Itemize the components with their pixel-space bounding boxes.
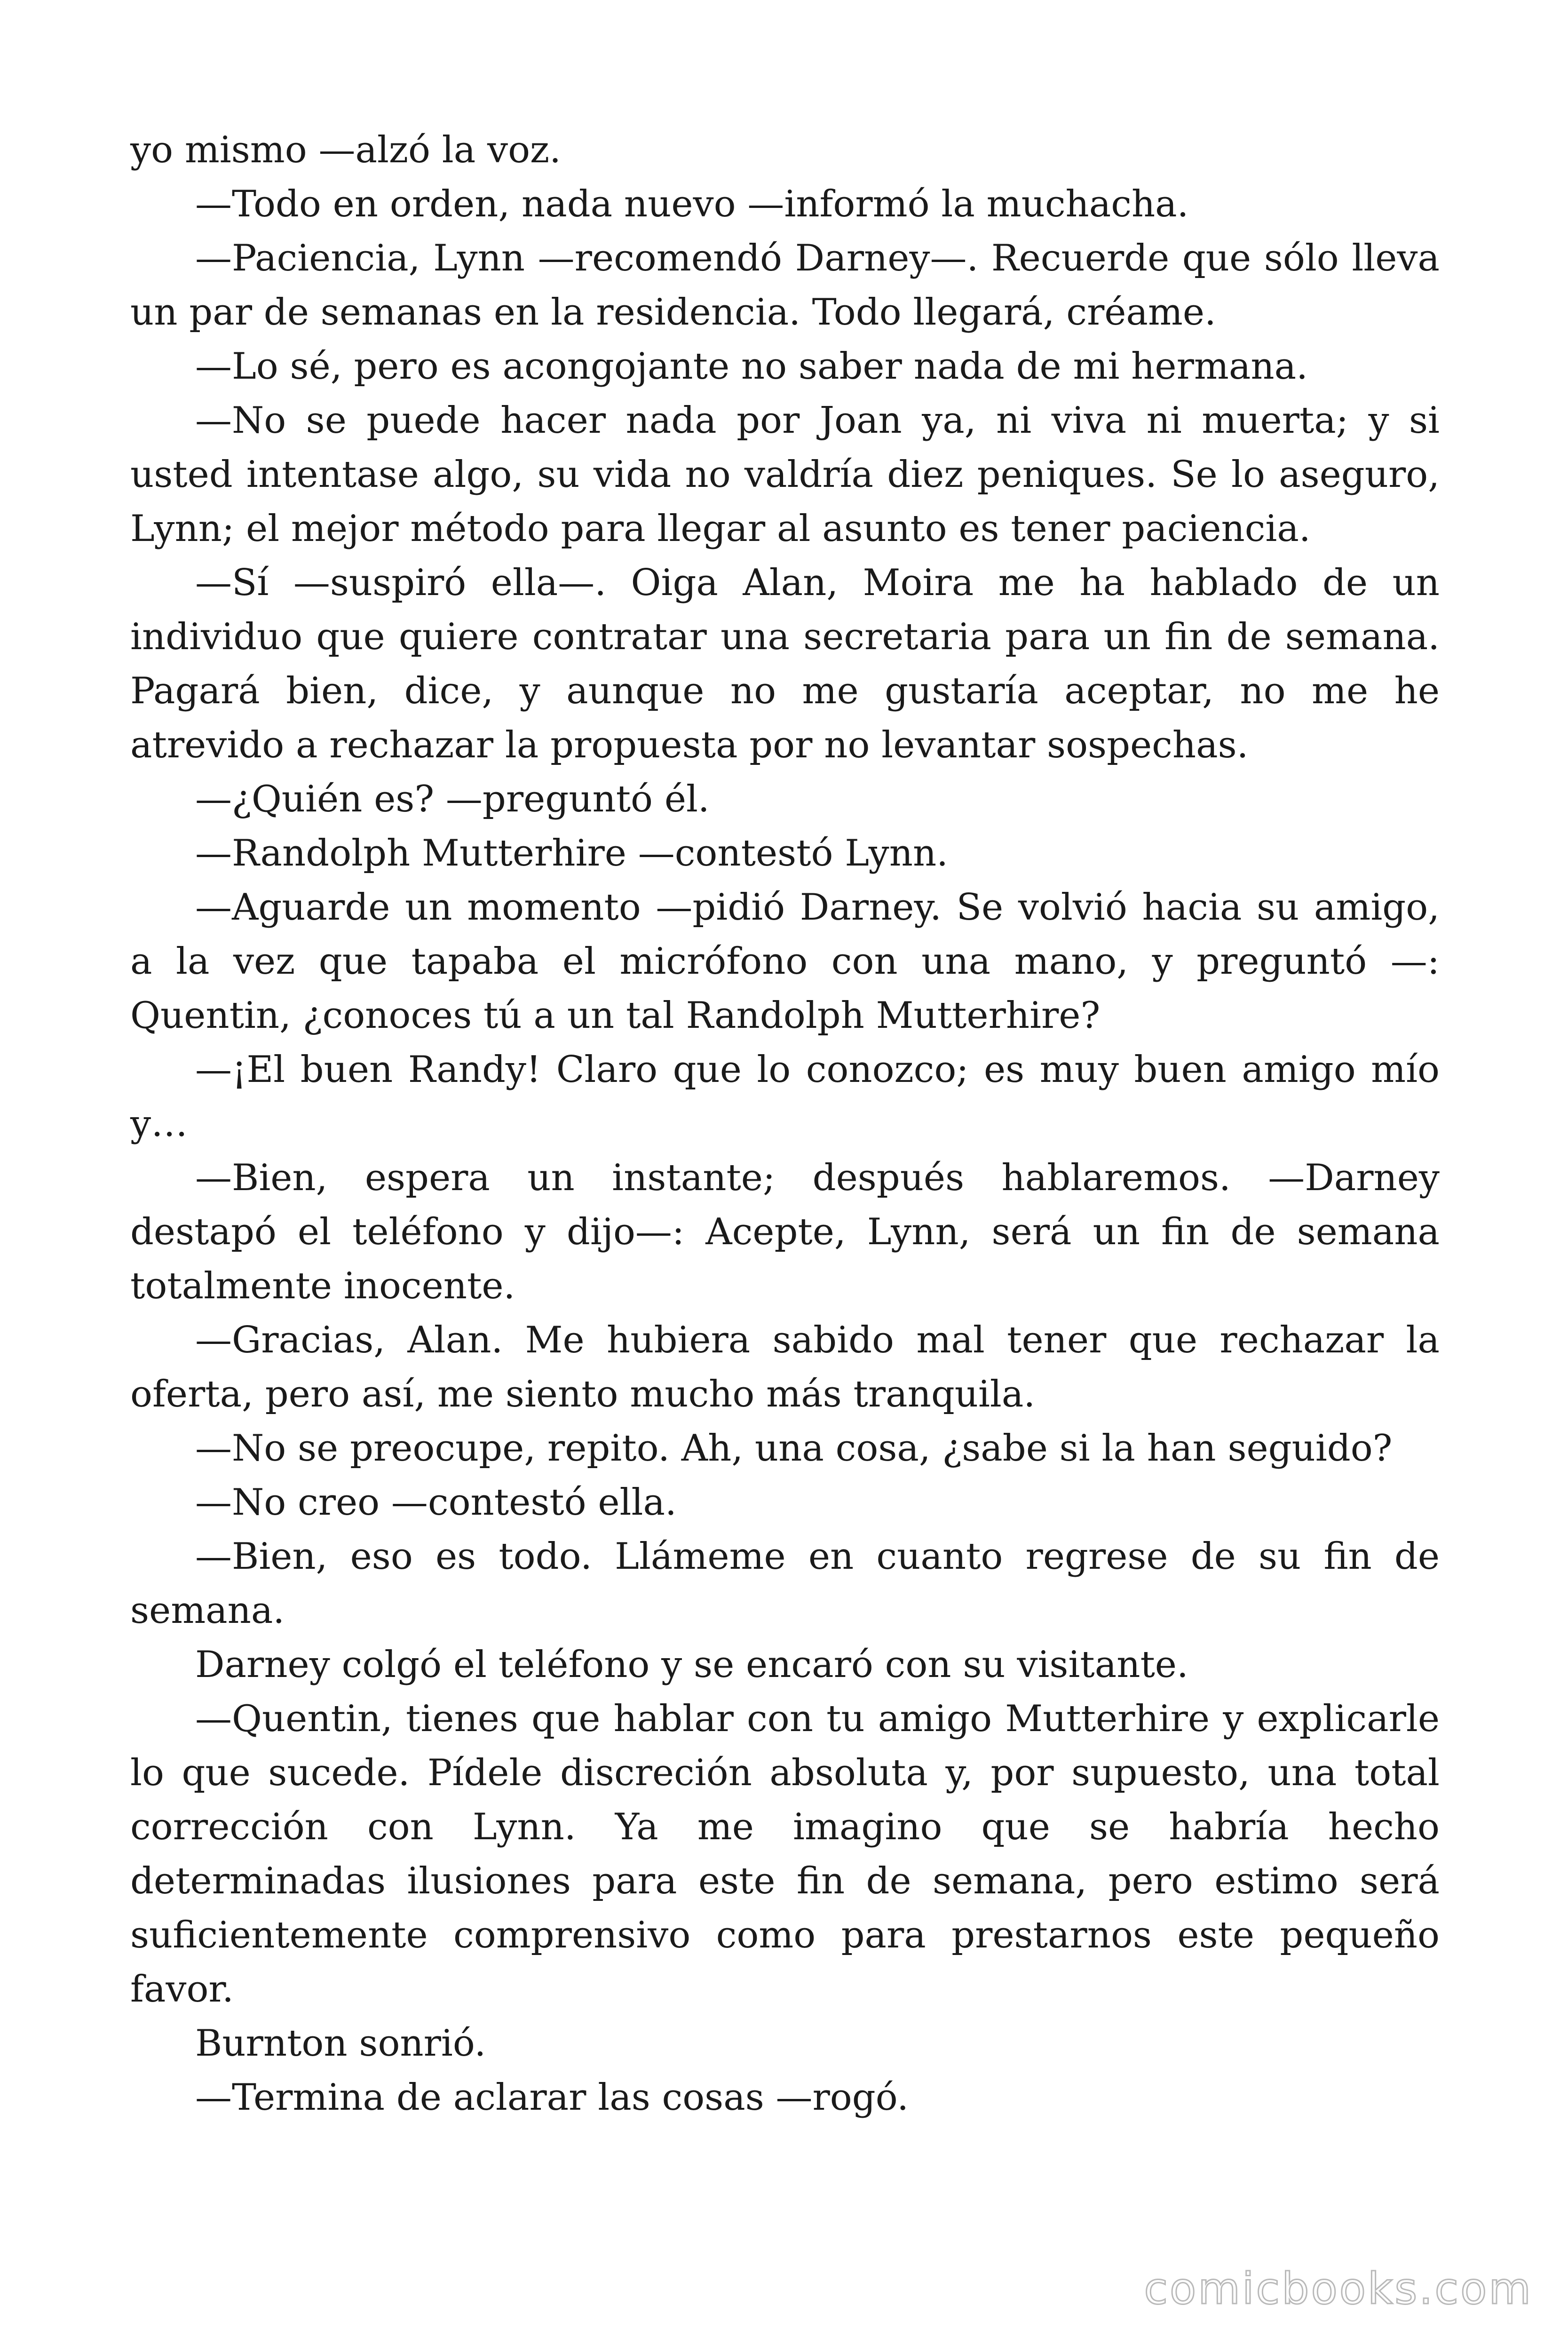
paragraph: —No creo —contestó ella. bbox=[195, 1481, 677, 1524]
paragraph: yo mismo —alzó la voz. bbox=[130, 129, 561, 171]
paragraph: —Todo en orden, nada nuevo —informó la muchacha. bbox=[195, 183, 1189, 225]
paragraph: —Sí —suspiró ella—. Oiga Alan, Moira me ha hablado de un individuo que quiere contratar una secretaria para un fin de semana. Pagará bien, dice, y aunque no me gustaría aceptar, no me he atrevido a rechazar la propuesta por no levantar sospechas. bbox=[130, 562, 1440, 766]
paragraph: —Termina de aclarar las cosas —rogó. bbox=[195, 2076, 909, 2119]
paragraph: —No se preocupe, repito. Ah, una cosa, ¿sabe si la han seguido? bbox=[195, 1427, 1393, 1470]
paragraph: —¿Quién es? —preguntó él. bbox=[195, 778, 710, 820]
paragraph: —Lo sé, pero es acongojante no saber nada de mi hermana. bbox=[195, 345, 1308, 388]
paragraph: —Quentin, tienes que hablar con tu amigo Mutterhire y explicarle lo que sucede. Pídele discreción absoluta y, por supuesto, una total corrección con Lynn. Ya me imagino que se habría hecho determinadas ilusiones para este fin de semana, pero estimo será suficientemente comprensivo como para prestarnos este pequeño favor. bbox=[130, 1698, 1440, 2010]
paragraph: —Randolph Mutterhire —contestó Lynn. bbox=[195, 832, 948, 874]
paragraph: —Aguarde un momento —pidió Darney. Se volvió hacia su amigo, a la vez que tapaba el micrófono con una mano, y preguntó —: Quentin, ¿conoces tú a un tal Randolph Mutterhire? bbox=[130, 886, 1440, 1037]
paragraph: —Bien, eso es todo. Llámeme en cuanto regrese de su fin de semana. bbox=[130, 1535, 1440, 1632]
paragraph: Burnton sonrió. bbox=[195, 2022, 486, 2065]
watermark: comicbooks.com bbox=[1144, 2264, 1533, 2314]
paragraph: —No se puede hacer nada por Joan ya, ni viva ni muerta; y si usted intentase algo, su vida no valdría diez peniques. Se lo aseguro, Lynn; el mejor método para llegar al asunto es tener paciencia. bbox=[130, 399, 1440, 550]
paragraph: Darney colgó el teléfono y se encaró con su visitante. bbox=[195, 1644, 1188, 1686]
paragraph: —Gracias, Alan. Me hubiera sabido mal tener que rechazar la oferta, pero así, me siento mucho más tranquila. bbox=[130, 1319, 1440, 1415]
paragraph: —¡El buen Randy! Claro que lo conozco; es muy buen amigo mío y… bbox=[130, 1049, 1440, 1145]
paragraph: —Bien, espera un instante; después hablaremos. —Darney destapó el teléfono y dijo—: Acepte, Lynn, será un fin de semana totalmente inocente. bbox=[130, 1157, 1440, 1307]
paragraph: —Paciencia, Lynn —recomendó Darney—. Recuerde que sólo lleva un par de semanas en la residencia. Todo llegará, créame. bbox=[130, 237, 1440, 334]
page-text bbox=[130, 123, 1440, 2125]
